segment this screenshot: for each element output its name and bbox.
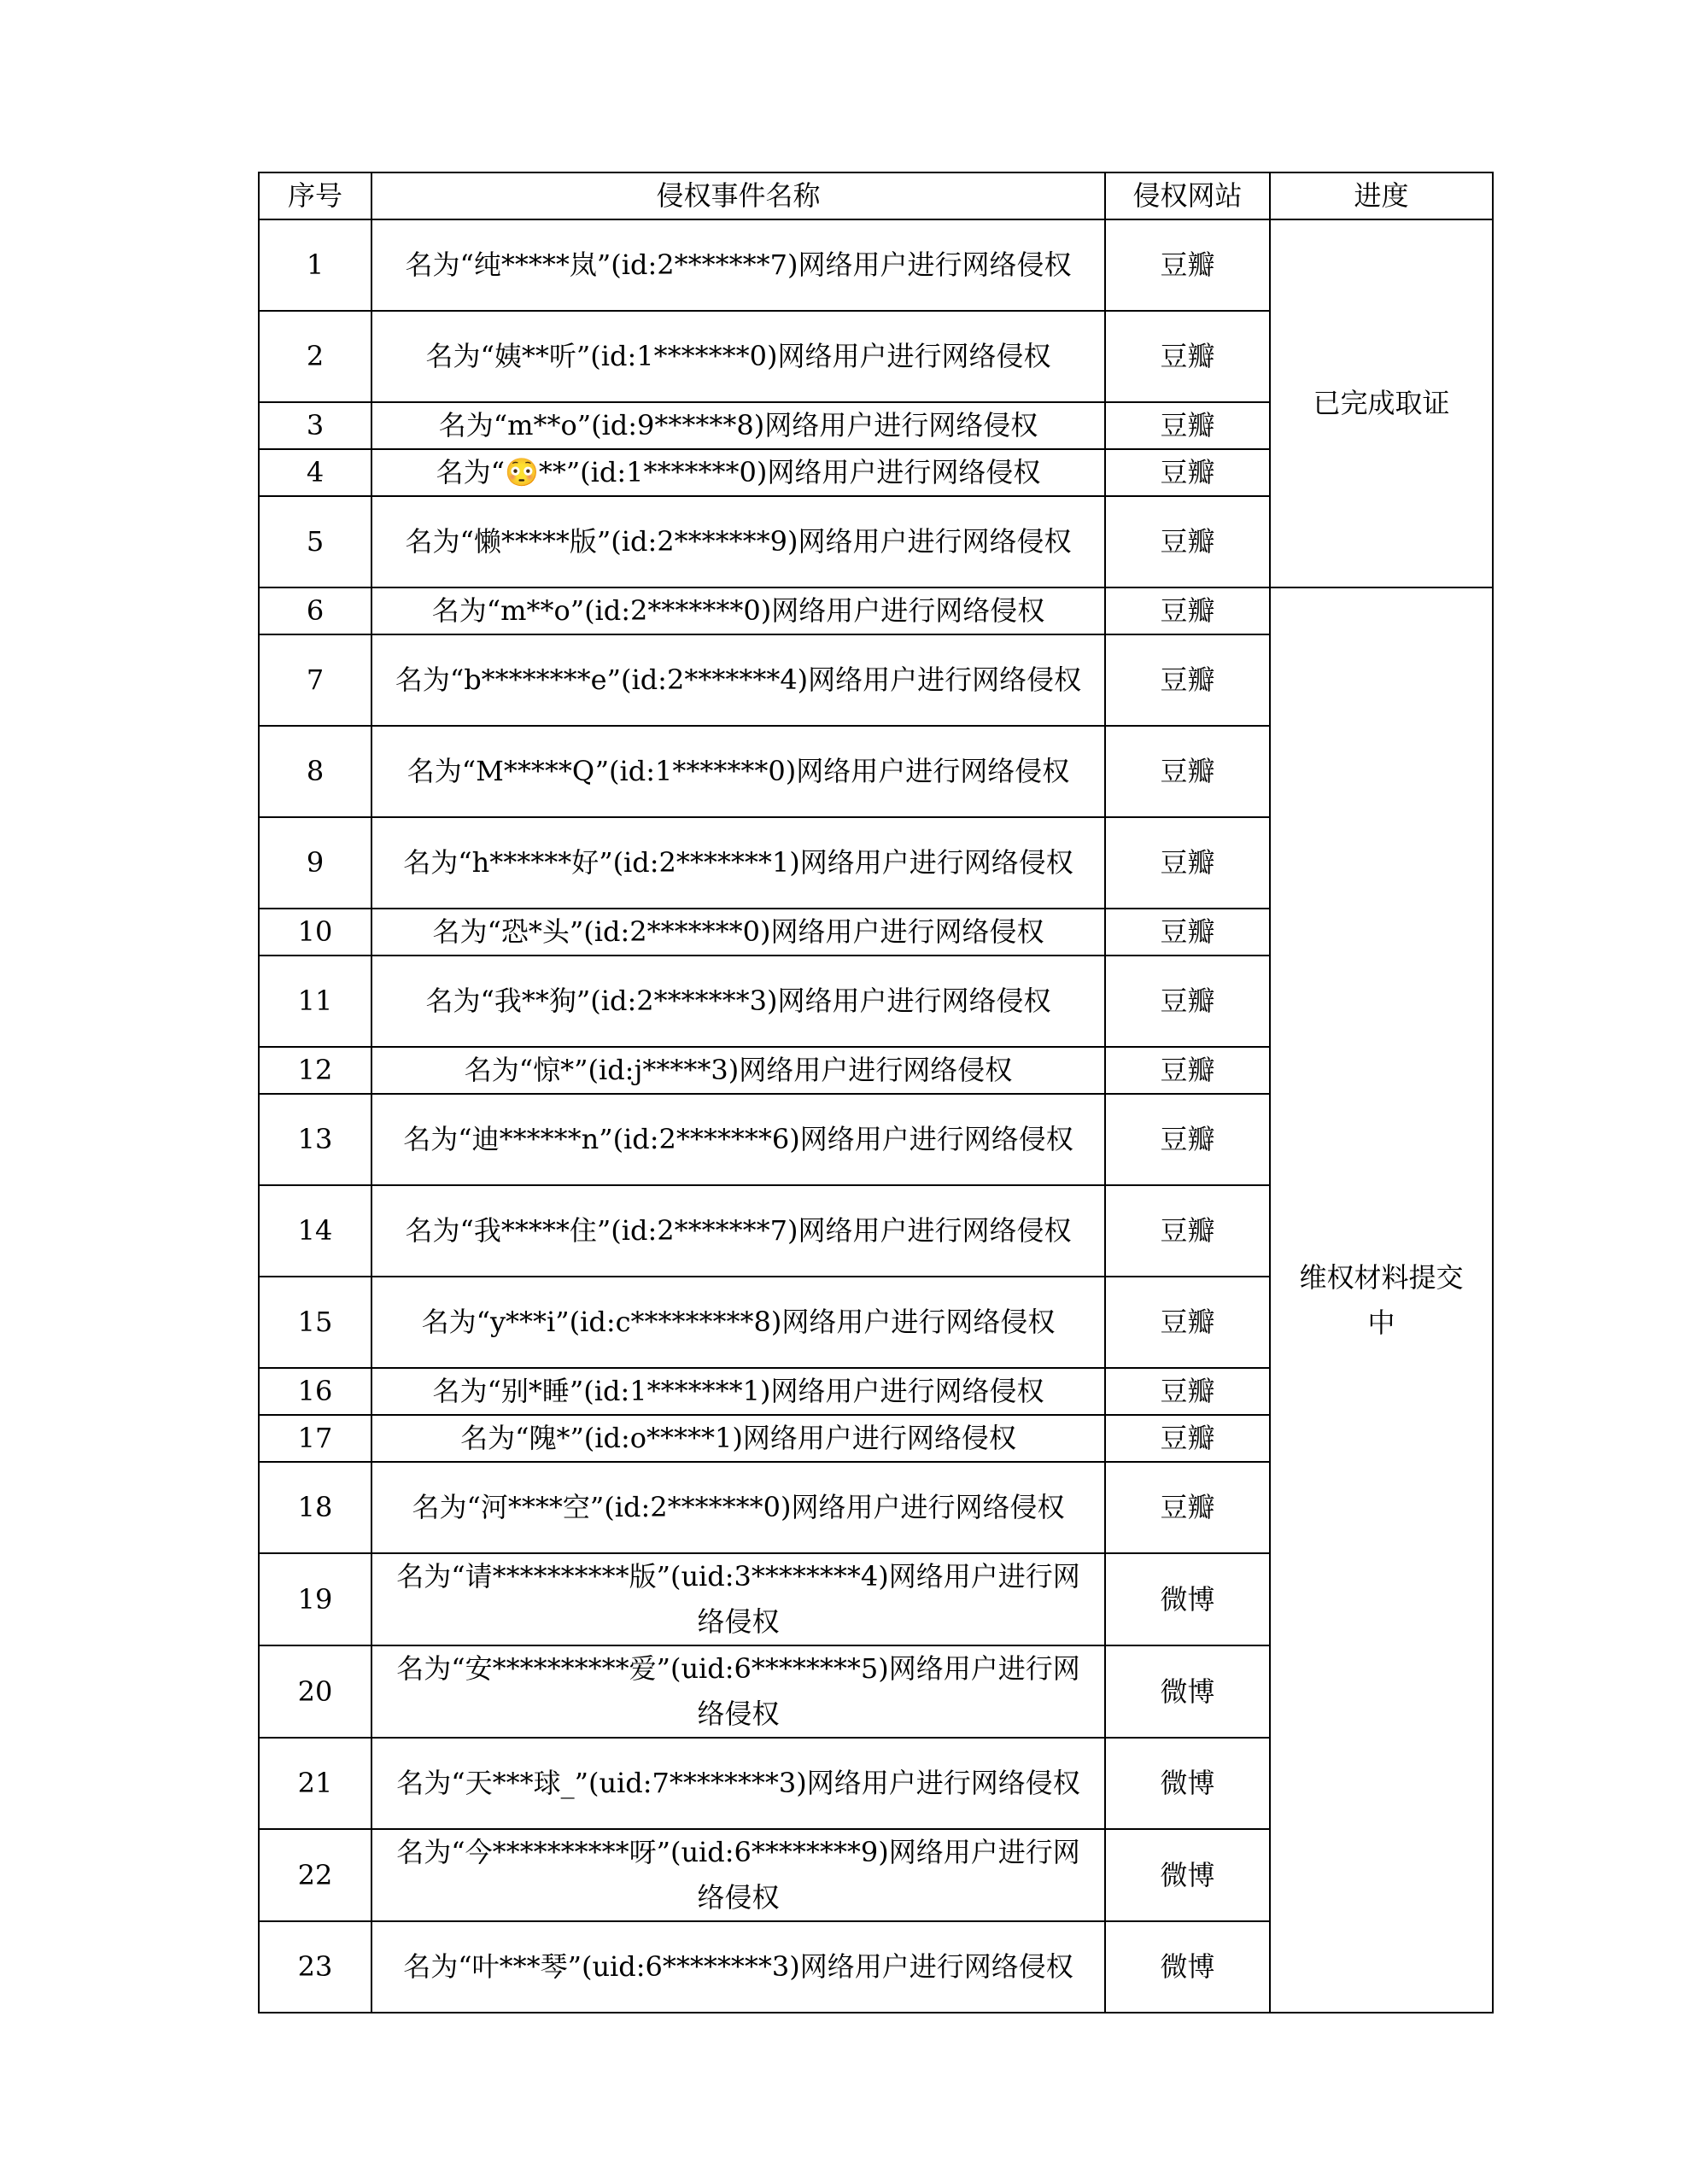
row-event-name: 名为“我*****住”(id:2*******7)网络用户进行网络侵权 [371,1185,1105,1277]
row-event-name: 名为“迪******n”(id:2*******6)网络用户进行网络侵权 [371,1094,1105,1185]
row-index: 19 [259,1553,371,1645]
row-event-name: 名为“天***球_”(uid:7********3)网络用户进行网络侵权 [371,1738,1105,1829]
row-site: 微博 [1105,1645,1270,1738]
table-row [259,587,1493,634]
row-index: 14 [259,1185,371,1277]
row-site: 微博 [1105,1738,1270,1829]
row-event-name: 名为“请**********版”(uid:3********4)网络用户进行网络侵权 [371,1553,1105,1645]
row-site: 豆瓣 [1105,1277,1270,1368]
row-index: 12 [259,1047,371,1094]
row-site: 豆瓣 [1105,587,1270,634]
row-site: 豆瓣 [1105,956,1270,1047]
row-event-name: 名为“叶***琴”(uid:6********3)网络用户进行网络侵权 [371,1921,1105,2013]
row-event-name: 名为“b********e”(id:2*******4)网络用户进行网络侵权 [371,634,1105,726]
row-event-name: 名为“姨**听”(id:1*******0)网络用户进行网络侵权 [371,311,1105,402]
row-event-name: 名为“惊*”(id:j*****3)网络用户进行网络侵权 [371,1047,1105,1094]
row-index: 11 [259,956,371,1047]
infringement-table [258,172,1494,2013]
row-event-name: 名为“安**********爱”(uid:6********5)网络用户进行网络侵权 [371,1645,1105,1738]
row-progress: 已完成取证 [1270,219,1493,587]
row-progress: 维权材料提交中 [1270,587,1493,2013]
row-event-name: 名为“m**o”(id:9******8)网络用户进行网络侵权 [371,402,1105,449]
row-index: 4 [259,449,371,496]
row-site: 豆瓣 [1105,817,1270,909]
row-site: 豆瓣 [1105,1185,1270,1277]
row-index: 7 [259,634,371,726]
row-event-name: 名为“m**o”(id:2*******0)网络用户进行网络侵权 [371,587,1105,634]
row-index: 10 [259,909,371,956]
row-event-name: 名为“别*睡”(id:1*******1)网络用户进行网络侵权 [371,1368,1105,1415]
header-index: 序号 [259,172,371,219]
row-site: 豆瓣 [1105,726,1270,817]
row-index: 2 [259,311,371,402]
row-index: 8 [259,726,371,817]
row-event-name: 名为“纯*****岚”(id:2*******7)网络用户进行网络侵权 [371,219,1105,311]
row-event-name: 名为“恐*头”(id:2*******0)网络用户进行网络侵权 [371,909,1105,956]
header-site: 侵权网站 [1105,172,1270,219]
row-index: 21 [259,1738,371,1829]
table-row [259,219,1493,311]
row-site: 豆瓣 [1105,634,1270,726]
row-event-name: 名为“h******好”(id:2*******1)网络用户进行网络侵权 [371,817,1105,909]
row-site: 豆瓣 [1105,402,1270,449]
row-site: 豆瓣 [1105,909,1270,956]
row-index: 3 [259,402,371,449]
header-event: 侵权事件名称 [371,172,1105,219]
row-event-name: 名为“我**狗”(id:2*******3)网络用户进行网络侵权 [371,956,1105,1047]
row-site: 豆瓣 [1105,1415,1270,1462]
row-site: 豆瓣 [1105,1368,1270,1415]
row-event-name: 名为“河****空”(id:2*******0)网络用户进行网络侵权 [371,1462,1105,1553]
row-index: 16 [259,1368,371,1415]
row-index: 6 [259,587,371,634]
row-index: 20 [259,1645,371,1738]
row-site: 豆瓣 [1105,1094,1270,1185]
row-site: 豆瓣 [1105,311,1270,402]
row-site: 豆瓣 [1105,449,1270,496]
row-index: 5 [259,496,371,587]
row-index: 23 [259,1921,371,2013]
header-progress: 进度 [1270,172,1493,219]
row-event-name: 名为“今**********呀”(uid:6********9)网络用户进行网络侵权 [371,1829,1105,1921]
row-index: 13 [259,1094,371,1185]
row-index: 17 [259,1415,371,1462]
row-site: 微博 [1105,1553,1270,1645]
row-index: 22 [259,1829,371,1921]
row-site: 豆瓣 [1105,219,1270,311]
row-index: 18 [259,1462,371,1553]
row-site: 豆瓣 [1105,1047,1270,1094]
row-site: 微博 [1105,1921,1270,2013]
row-event-name: 名为“y***i”(id:c*********8)网络用户进行网络侵权 [371,1277,1105,1368]
row-event-name: 名为“隗*”(id:o*****1)网络用户进行网络侵权 [371,1415,1105,1462]
header-row [259,172,1493,219]
row-site: 豆瓣 [1105,1462,1270,1553]
row-event-name: 名为“M*****Q”(id:1*******0)网络用户进行网络侵权 [371,726,1105,817]
row-index: 9 [259,817,371,909]
row-site: 微博 [1105,1829,1270,1921]
row-event-name: 名为“😳**”(id:1*******0)网络用户进行网络侵权 [371,449,1105,496]
row-index: 15 [259,1277,371,1368]
row-index: 1 [259,219,371,311]
row-site: 豆瓣 [1105,496,1270,587]
row-event-name: 名为“懒*****版”(id:2*******9)网络用户进行网络侵权 [371,496,1105,587]
